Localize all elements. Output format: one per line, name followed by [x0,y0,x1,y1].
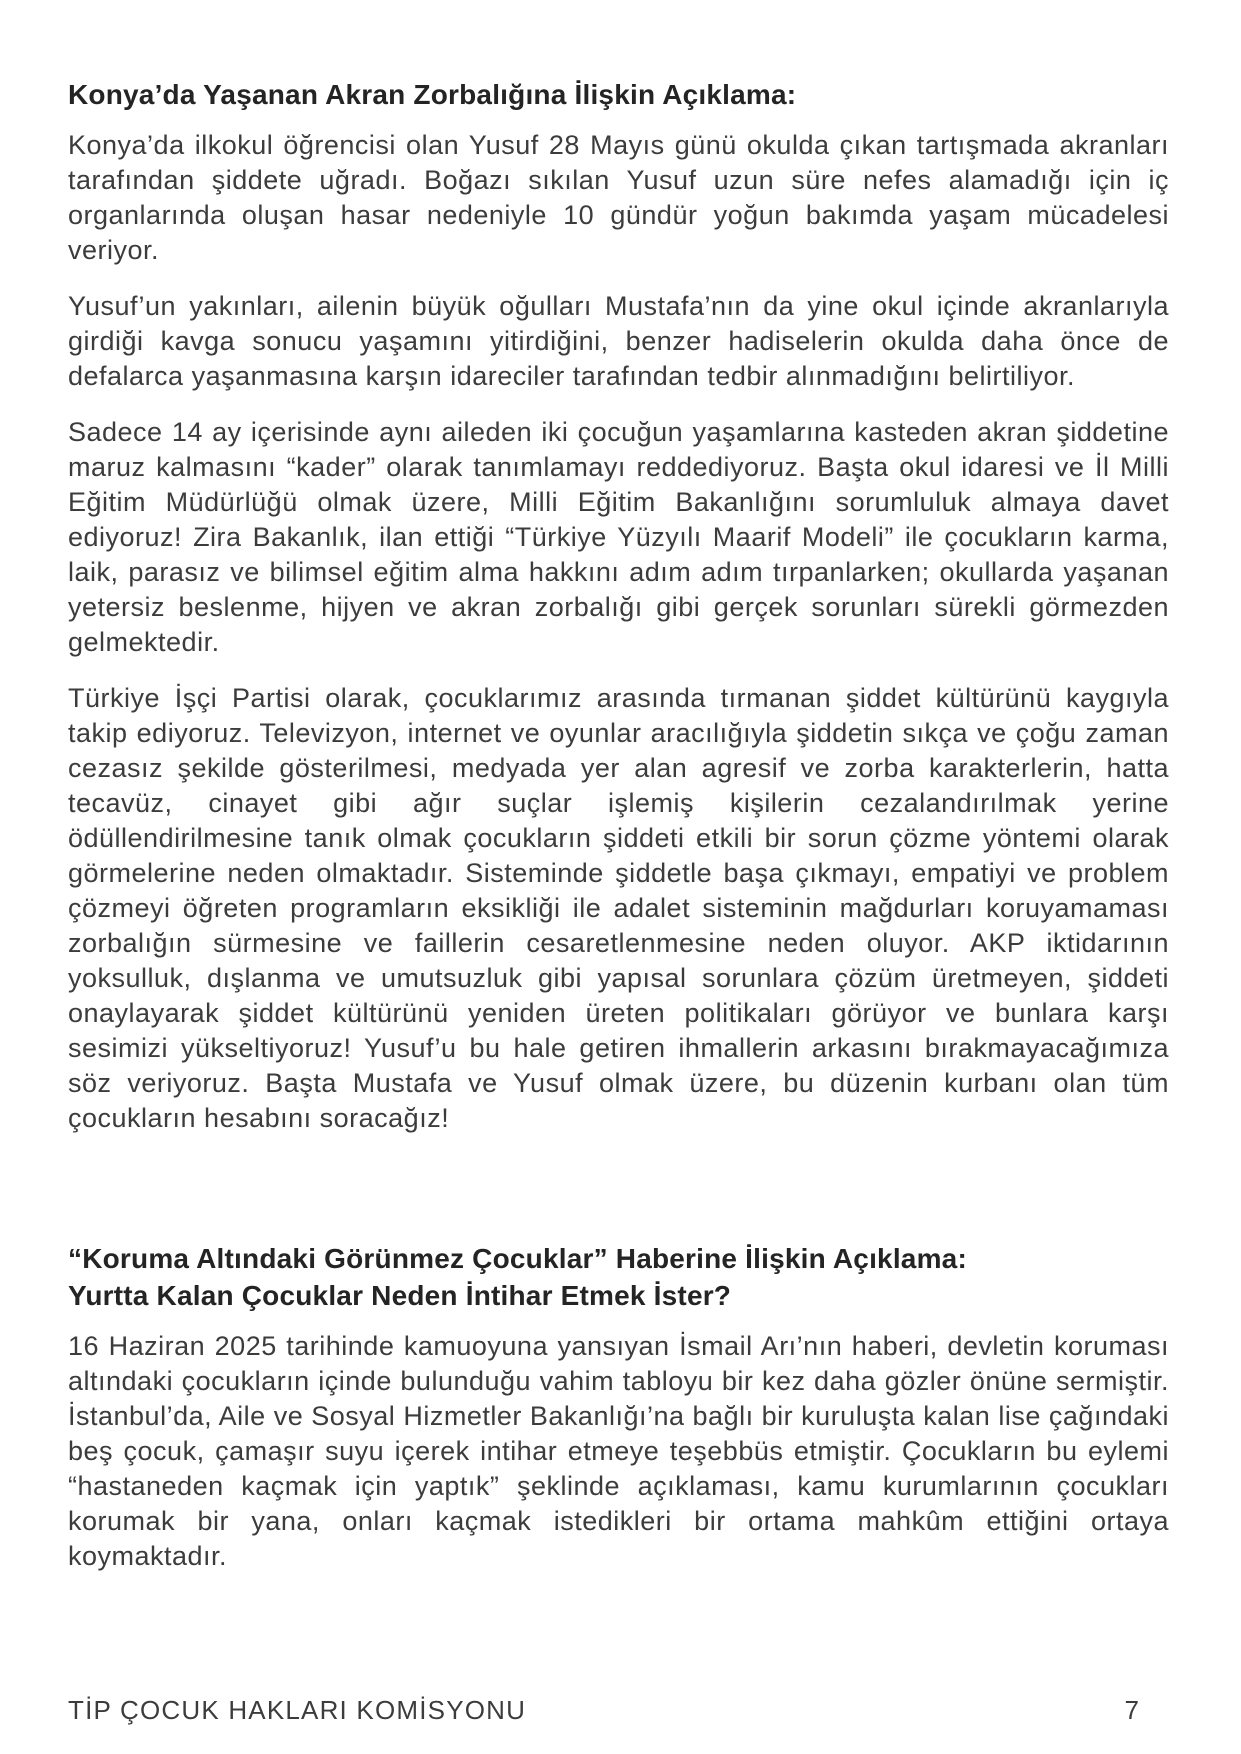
page-footer [68,1695,1169,1726]
paragraph-konya-4: Türkiye İşçi Partisi olarak, çocuklarımız arasında tırmanan şiddet kültürünü kaygıyla takip ediyoruz. Televizyon, internet ve oyunlar aracılığıyla şiddetin sıkça ve çoğu zaman cezasız şekilde gösterilmesi, medyada yer alan agresif ve zorba karakterlerin, hatta tecavüz, cinayet gibi ağır suçlar işlemiş kişilerin cezalandırılmak yerine ödüllendirilmesine tanık olmak çocukların şiddeti etkili bir sorun çözme yöntemi olarak görmelerine neden olmaktadır. Sisteminde şiddetle başa çıkmayı, empatiyi ve problem çözmeyi öğreten programların eksikliği ile adalet sisteminin mağdurları koruyamaması zorbalığın sürmesine ve faillerin cesaretlenmesine neden oluyor. AKP iktidarının yoksulluk, dışlanma ve umutsuzluk gibi yapısal sorunlara çözüm üretmeyen, şiddeti onaylayarak şiddet kültürünü yeniden üreten politikaları görüyor ve bunlara karşı sesimizi yükseltiyoruz! Yusuf’u bu hale getiren ihmallerin arkasını bırakmayacağımıza söz veriyoruz. Başta Mustafa ve Yusuf olmak üzere, bu düzenin kurbanı olan tüm çocukların hesabını soracağız! [68,683,1169,1133]
page-number: 7 [1124,1695,1139,1725]
section-koruma-altindaki-cocuklar [68,1240,1169,1574]
paragraph-konya-3: Sadece 14 ay içerisinde aynı aileden iki çocuğun yaşamlarına kasteden akran şiddetine maruz kalmasını “kader” olarak tanımlamayı reddediyoruz. Başta okul idaresi ve İl Milli Eğitim Müdürlüğü olmak üzere, Milli Eğitim Bakanlığını sorumluluk almaya davet ediyoruz! Zira Bakanlık, ilan ettiği “Türkiye Yüzyılı Maarif Modeli” ile çocukların karma, laik, parasız ve bilimsel eğitim alma hakkını adım adım tırpanlarken; okullarda yaşanan yetersiz beslenme, hijyen ve akran zorbalığı gibi gerçek sorunları sürekli görmezden gelmektedir. [68,417,1169,657]
paragraph-konya-2: Yusuf’un yakınları, ailenin büyük oğulları Mustafa’nın da yine okul içinde akranlarıyla girdiği kavga sonucu yaşamını yitirdiğini, benzer hadiselerin okulda daha önce de defalarca yaşanmasına karşın idareciler tarafından tedbir alınmadığını belirtiliyor. [68,291,1169,391]
section-heading-koruma [68,1240,1169,1314]
section-heading-konya: Konya’da Yaşanan Akran Zorbalığına İlişkin Açıklama: [68,79,797,110]
section-konya-akran-zorbaligi [68,76,1169,1136]
section-heading-koruma-line-2: Yurtta Kalan Çocuklar Neden İntihar Etmek İster? [68,1280,732,1311]
section-heading-koruma-line-1: “Koruma Altındaki Görünmez Çocuklar” Haberine İlişkin Açıklama: [68,1243,967,1274]
document-content [68,76,1169,1574]
footer-commission-label: TİP ÇOCUK HAKLARI KOMİSYONU [68,1695,527,1725]
paragraph-koruma-1: 16 Haziran 2025 tarihinde kamuoyuna yansıyan İsmail Arı’nın haberi, devletin koruması altındaki çocukların içinde bulunduğu vahim tabloyu bir kez daha gözler önüne sermiştir. İstanbul’da, Aile ve Sosyal Hizmetler Bakanlığı’na bağlı bir kuruluşta kalan lise çağındaki beş çocuk, çamaşır suyu içerek intihar etmeye teşebbüs etmiştir. Çocukların bu eylemi “hastaneden kaçmak için yaptık” şeklinde açıklaması, kamu kurumlarının çocukları korumak bir yana, onları kaçmak istedikleri bir ortama mahkûm ettiğini ortaya koymaktadır. [68,1331,1169,1571]
paragraph-konya-1: Konya’da ilkokul öğrencisi olan Yusuf 28 Mayıs günü okulda çıkan tartışmada akranları tarafından şiddete uğradı. Boğazı sıkılan Yusuf uzun süre nefes alamadığı için iç organlarında oluşan hasar nedeniyle 10 gündür yoğun bakımda yaşam mücadelesi veriyor. [68,130,1169,265]
